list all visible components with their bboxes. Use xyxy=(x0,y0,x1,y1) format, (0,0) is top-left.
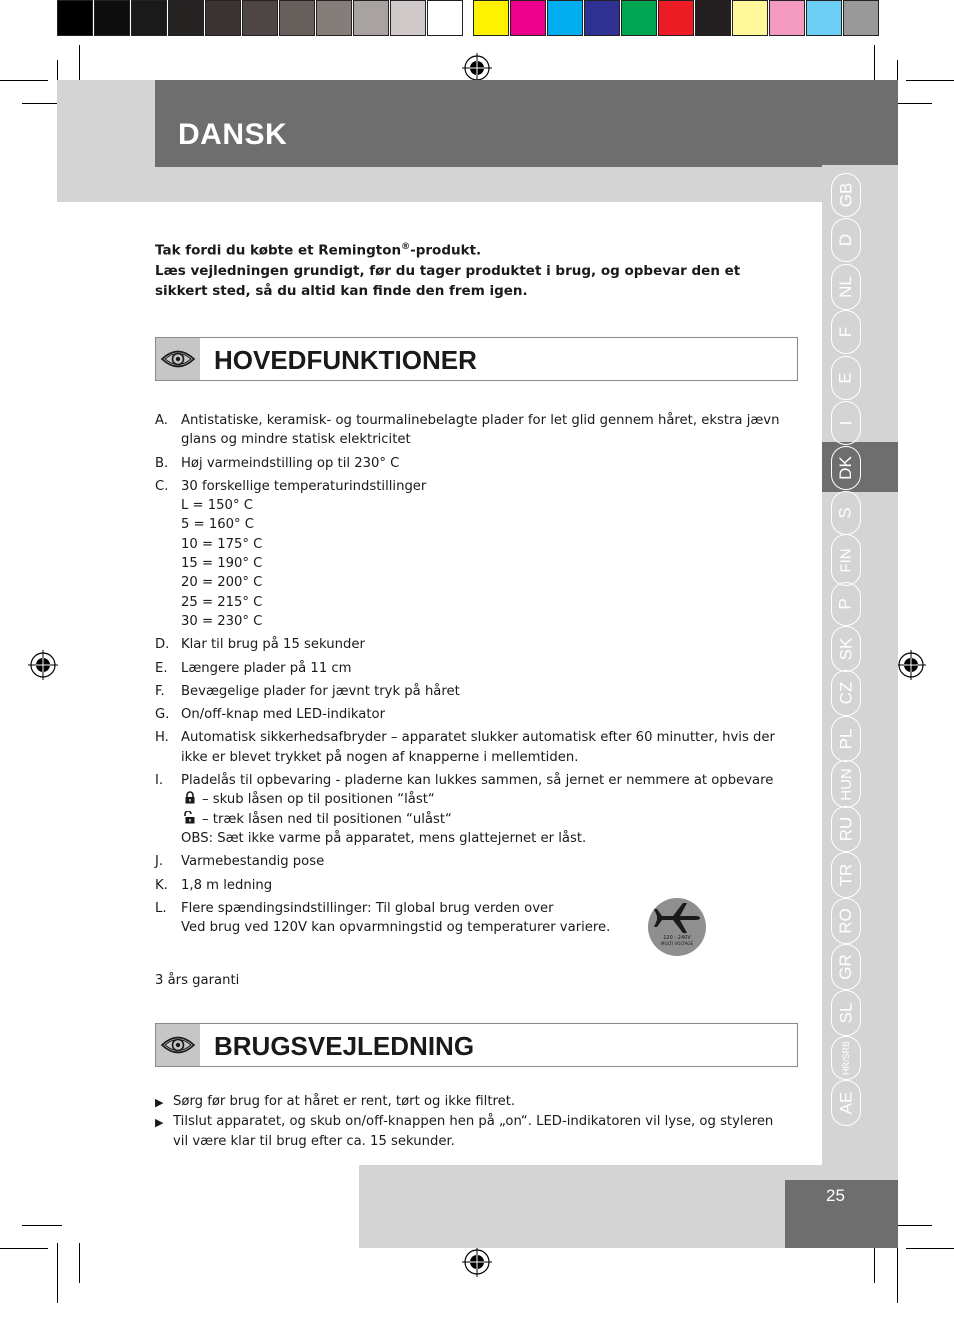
language-tab-label: NL xyxy=(835,276,855,298)
list-item: I. Pladelås til opbevaring - pladerne kan lukkes sammen, så jernet er nemmere at opbevare – skub låsen op til positionen “låst“ – træk låsen ned til positionen “ulåst“ OBS: Sæt ikke varme på apparatet, mens glattejernet er låst. xyxy=(155,773,774,846)
color-swatch xyxy=(94,0,130,36)
language-tab-label: RU xyxy=(836,816,855,842)
language-tab-label: HUN xyxy=(837,767,855,801)
language-tab-label: SK xyxy=(836,637,855,661)
list-text: 10 = 175° C xyxy=(181,536,263,552)
list-text: 25 = 215° C xyxy=(181,594,263,610)
print-color-bar xyxy=(57,0,897,38)
color-swatch xyxy=(242,0,278,36)
language-tab-label: TR xyxy=(835,863,855,887)
instruction-text: Tilslut apparatet, og skub on/off-knappen hen på „on“. LED-indikatoren vil lyse, og styleren xyxy=(173,1114,774,1130)
crop-mark xyxy=(22,1225,62,1226)
language-tab-s[interactable] xyxy=(831,491,861,535)
language-tab-ru[interactable] xyxy=(831,806,861,852)
bullet-triangle-icon: ▶ xyxy=(155,1096,164,1109)
page-number: 25 xyxy=(826,1186,845,1205)
list-text: 1,8 m ledning xyxy=(181,877,273,893)
crop-mark xyxy=(897,1243,898,1303)
color-swatch xyxy=(547,0,583,36)
list-letter: E. xyxy=(155,660,168,676)
list-text: Længere plader på 11 cm xyxy=(181,660,352,676)
list-item xyxy=(155,659,785,678)
language-tab-label: HR/SRB xyxy=(841,1040,852,1076)
language-tab-ro[interactable] xyxy=(831,898,861,944)
list-text: 5 = 160° C xyxy=(181,517,254,533)
color-swatch xyxy=(843,0,879,36)
list-item xyxy=(155,682,785,701)
crop-mark xyxy=(906,1248,954,1249)
color-swatch xyxy=(131,0,167,36)
language-tab-dk[interactable] xyxy=(831,446,861,490)
feature-list xyxy=(155,411,785,941)
list-item xyxy=(155,454,785,473)
color-swatch xyxy=(510,0,546,36)
list-text: Automatisk sikkerhedsafbryder – apparatet slukker automatisk efter 60 minutter, hvis der xyxy=(181,730,775,746)
language-tab-f[interactable] xyxy=(831,310,861,354)
list-text: ikke er blevet trykket på nogen af knapperne i mellemtiden. xyxy=(181,749,579,765)
language-tab-label: FIN xyxy=(837,547,855,573)
language-tab-cz[interactable] xyxy=(831,670,861,716)
color-swatch xyxy=(168,0,204,36)
language-tab-label: DK xyxy=(836,456,855,480)
crop-mark xyxy=(0,80,48,81)
instruction-item xyxy=(155,1112,785,1151)
lock-closed-icon xyxy=(184,791,196,804)
language-tab-e[interactable] xyxy=(831,356,861,400)
registration-mark-icon xyxy=(28,650,58,680)
language-tab-tr[interactable] xyxy=(831,852,861,898)
section-header-brugsvejledning xyxy=(155,1023,798,1067)
list-text: Antistatiske, keramisk- og tourmalinebelagte plader for let glid gennem håret, ekstra jævn xyxy=(181,413,780,428)
list-text: 30 = 230° C xyxy=(181,613,263,629)
language-tab-fin[interactable] xyxy=(831,534,861,586)
language-tab-label: S xyxy=(836,507,855,519)
language-tab-d[interactable] xyxy=(831,218,861,262)
color-swatch xyxy=(390,0,426,36)
language-tab-hr-srb[interactable] xyxy=(831,1036,861,1080)
bullet-triangle-icon: ▶ xyxy=(155,1116,164,1130)
intro-line-1: Tak fordi du købte et Remington®-produkt. xyxy=(155,242,482,259)
list-text: 30 forskellige temperaturindstillinger xyxy=(181,478,427,494)
color-swatch xyxy=(205,0,241,36)
language-tab-p[interactable] xyxy=(831,582,861,626)
instruction-text: Sørg før brug for at håret er rent, tørt og ikke filtret. xyxy=(173,1094,516,1109)
language-tab-label: RO xyxy=(836,908,855,934)
list-letter: F. xyxy=(155,683,165,699)
instruction-list xyxy=(155,1092,785,1151)
language-tab-label: I xyxy=(835,420,855,426)
crop-mark xyxy=(0,1248,48,1249)
eye-icon xyxy=(156,338,200,380)
crop-mark xyxy=(906,80,954,81)
crop-mark xyxy=(79,45,80,85)
section-title: BRUGSVEJLEDNING xyxy=(214,1031,475,1061)
section-icon-box xyxy=(156,338,200,380)
color-swatch xyxy=(621,0,657,36)
list-item xyxy=(155,705,785,724)
registration-mark-icon xyxy=(462,53,492,83)
list-text: 20 = 200° C xyxy=(181,575,263,591)
language-tab-label: GR xyxy=(836,954,855,980)
crop-mark xyxy=(892,103,932,104)
list-letter: D. xyxy=(155,637,170,653)
multi-voltage-badge xyxy=(647,897,707,957)
color-swatch xyxy=(769,0,805,36)
crop-mark xyxy=(57,1243,58,1303)
list-letter: J. xyxy=(155,854,164,870)
list-text: On/off-knap med LED-indikator xyxy=(181,707,386,723)
language-tab-ae[interactable] xyxy=(831,1080,861,1126)
language-tab-label: D xyxy=(836,233,855,247)
color-swatch xyxy=(57,0,93,36)
language-tab-i[interactable] xyxy=(831,401,861,445)
list-letter: B. xyxy=(155,455,169,471)
list-text: Varmebestandig pose xyxy=(181,854,325,870)
language-tab-gb[interactable] xyxy=(831,173,861,217)
list-text: Ved brug ved 120V kan opvarmningstid og temperaturer variere. xyxy=(181,920,611,936)
intro-text xyxy=(155,237,795,301)
list-item xyxy=(155,728,785,767)
eye-icon xyxy=(156,1024,200,1066)
list-text: Flere spændingsindstillinger: Til global brug verden over xyxy=(181,900,554,916)
section-icon-box xyxy=(156,1024,200,1066)
list-item xyxy=(155,635,785,654)
color-swatch xyxy=(806,0,842,36)
list-item xyxy=(155,411,785,450)
color-swatch xyxy=(316,0,352,36)
crop-mark xyxy=(874,1243,875,1283)
color-swatch xyxy=(658,0,694,36)
list-letter: L. xyxy=(155,900,167,916)
language-tab-pl[interactable] xyxy=(831,716,861,762)
list-item xyxy=(155,876,785,895)
list-text: Høj varmeindstilling op til 230° C xyxy=(181,455,400,471)
list-item xyxy=(155,477,785,631)
color-swatch xyxy=(732,0,768,36)
list-item xyxy=(155,852,785,871)
color-swatch xyxy=(473,0,509,36)
language-tab-sk[interactable] xyxy=(831,626,861,672)
language-tab-nl[interactable] xyxy=(831,264,861,310)
instruction-item xyxy=(155,1092,785,1112)
language-tab-label: E xyxy=(836,372,855,384)
list-text: Klar til brug på 15 sekunder xyxy=(181,637,365,653)
language-tab-label: P xyxy=(836,598,855,610)
language-tab-label: SL xyxy=(835,1002,855,1024)
list-text: Bevægelige plader for jævnt tryk på håret xyxy=(181,683,460,699)
badge-voltage-text: 120 - 240V xyxy=(663,935,691,941)
instruction-text: vil være klar til brug efter ca. 15 sekunder. xyxy=(173,1133,455,1149)
language-tab-gr[interactable] xyxy=(831,944,861,990)
registration-mark-icon xyxy=(896,650,926,680)
lock-open-icon xyxy=(184,811,196,824)
language-tab-label: AE xyxy=(836,1091,855,1115)
list-letter: C. xyxy=(155,478,169,494)
list-text: glans og mindre statisk elektricitet xyxy=(181,432,411,448)
color-swatch xyxy=(353,0,389,36)
language-tab-sl[interactable] xyxy=(831,990,861,1036)
color-swatch xyxy=(427,0,463,36)
language-tab-hun[interactable] xyxy=(831,760,861,808)
language-tab-label: F xyxy=(835,326,855,338)
language-tab-label: CZ xyxy=(835,681,855,705)
list-letter: K. xyxy=(155,877,168,893)
list-text: L = 150° C xyxy=(181,498,253,514)
section-title: HOVEDFUNKTIONER xyxy=(214,345,477,375)
color-swatch xyxy=(584,0,620,36)
crop-mark xyxy=(874,45,875,85)
badge-multi-voltage-text: MULTI VOLTAGE xyxy=(660,941,694,946)
crop-mark xyxy=(79,1243,80,1283)
list-letter: G. xyxy=(155,707,170,723)
language-tab-label: GB xyxy=(836,182,855,208)
crop-mark xyxy=(22,103,62,104)
list-letter: A. xyxy=(155,413,168,428)
warranty-text: 3 års garanti xyxy=(155,973,240,988)
language-tab-label: PL xyxy=(835,728,855,750)
color-swatch xyxy=(695,0,731,36)
intro-line-2: Læs vejledningen grundigt, før du tager produktet i brug, og opbevar den et sikkert sted, så du altid kan finde den frem igen. xyxy=(155,262,741,299)
section-header-hovedfunktioner xyxy=(155,337,798,381)
color-swatch xyxy=(279,0,315,36)
crop-mark xyxy=(892,1225,932,1226)
list-text: 15 = 190° C xyxy=(181,556,263,572)
page-title: DANSK xyxy=(178,118,288,151)
registration-mark-icon xyxy=(462,1247,492,1277)
list-letter: H. xyxy=(155,730,169,746)
